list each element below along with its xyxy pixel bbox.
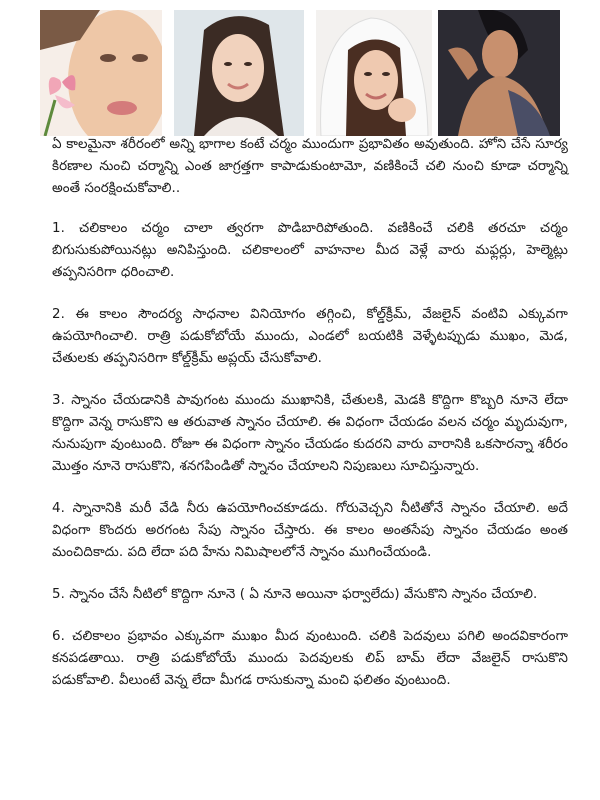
woman-face-with-lily-photo	[40, 10, 162, 136]
article-body	[52, 134, 568, 692]
tip-paragraph-1: 1. చలికాలం చర్మం చాలా త్వరగా పొడిబారిపోతుంది. వణికించే చలికి తరచూ చర్మం బిగుసుకుపోయినట్లు అనిపిస్తుంది. చలికాలంలో వాహనాల మీద వెళ్లే వారు మఫ్లర్లు, హెల్మెట్లు తప్పనిసరిగా ధరించాలి.	[52, 221, 568, 280]
tip-paragraph-3: 3. స్నానం చేయడానికి పావుగంట ముందు ముఖానికి, చేతులకి, మెడకి కొద్దిగా కొబ్బరి నూనె లేదా కొద్దిగా వెన్న రాసుకొని ఆ తరువాత స్నానం చేయాలి. ఈ విధంగా చేయడం వలన చర్మం మృదువుగా, నునుపుగా వుంటుంది. రోజూ ఈ విధంగా స్నానం చేయడం కుదరని వారు వారానికి ఒకసారన్నా శరీరం మొత్తం నూనె రాసుకొని, శనగపిండితో స్నానం చేయాలని నిపుణులు సూచిస్తున్నారు.	[52, 393, 568, 474]
tip-paragraph-6: 6. చలికాలం ప్రభావం ఎక్కువగా ముఖం మీద వుంటుంది. చలికి పెదవులు పగిలి అందవికారంగా కనపడతాయి. రాత్రి పడుకోబోయే ముందు పెదవులకు లిప్ బామ్ లేదా వేజలైన్ రాసుకొని పడుకోవాలి. వీలుంటే వెన్న లేదా మీగడ రాసుకున్నా మంచి ఫలితం వుంటుంది.	[52, 629, 568, 688]
woman-in-white-hood-photo	[316, 10, 432, 136]
tip-paragraph-5: 5. స్నానం చేసే నీటిలో కొద్దిగా నూనె ( ఏ నూనె అయినా ఫర్వాలేదు) వేసుకొని స్నానం చేయాలి.	[52, 587, 538, 602]
tip-paragraph-2: 2. ఈ కాలం సౌందర్య సాధనాల వినియోగం తగ్గించి, కోల్డ్‌క్రీమ్, వేజలైన్ వంటివి ఎక్కువగా ఉపయోగించాలి. రాత్రి పడుకోబోయే ముందు, ఎండలో బయటికి వెళ్ళేటప్పుడు ముఖం, మెడ, చేతులకు తప్పనిసరిగా కోల్డ్‌క్రీమ్ అప్లయ్ చేసుకోవాలి.	[52, 307, 568, 366]
woman-posing-photo	[438, 10, 560, 136]
intro-paragraph: ఏ కాలమైనా శరీరంలో అన్ని భాగాల కంటే చర్మం ముందుగా ప్రభావితం అవుతుంది. హోని చేసే సూర్య కిరణాల నుంచి చర్మాన్ని ఎంత జాగ్రత్తగా కాపాడుకుంటామో, వణికించే చలి నుంచి కూడా చర్మాన్ని అంతే సంరక్షించుకోవాలి..	[52, 137, 568, 196]
tip-paragraph-4: 4. స్నానానికి మరీ వేడి నీరు ఉపయోగించకూడదు. గోరువెచ్చని నీటితోనే స్నానం చేయాలి. అదే విధంగా కొందరు అరగంట సేపు స్నానం చేస్తారు. ఈ కాలం అంతసేపు స్నానం చేయడం అంత మంచిదికాదు. పది లేదా పది హేను నిమిషాలలోనే స్నానం ముగించేయండి.	[52, 501, 568, 560]
photo-strip	[40, 10, 560, 136]
smiling-woman-photo	[174, 10, 304, 136]
